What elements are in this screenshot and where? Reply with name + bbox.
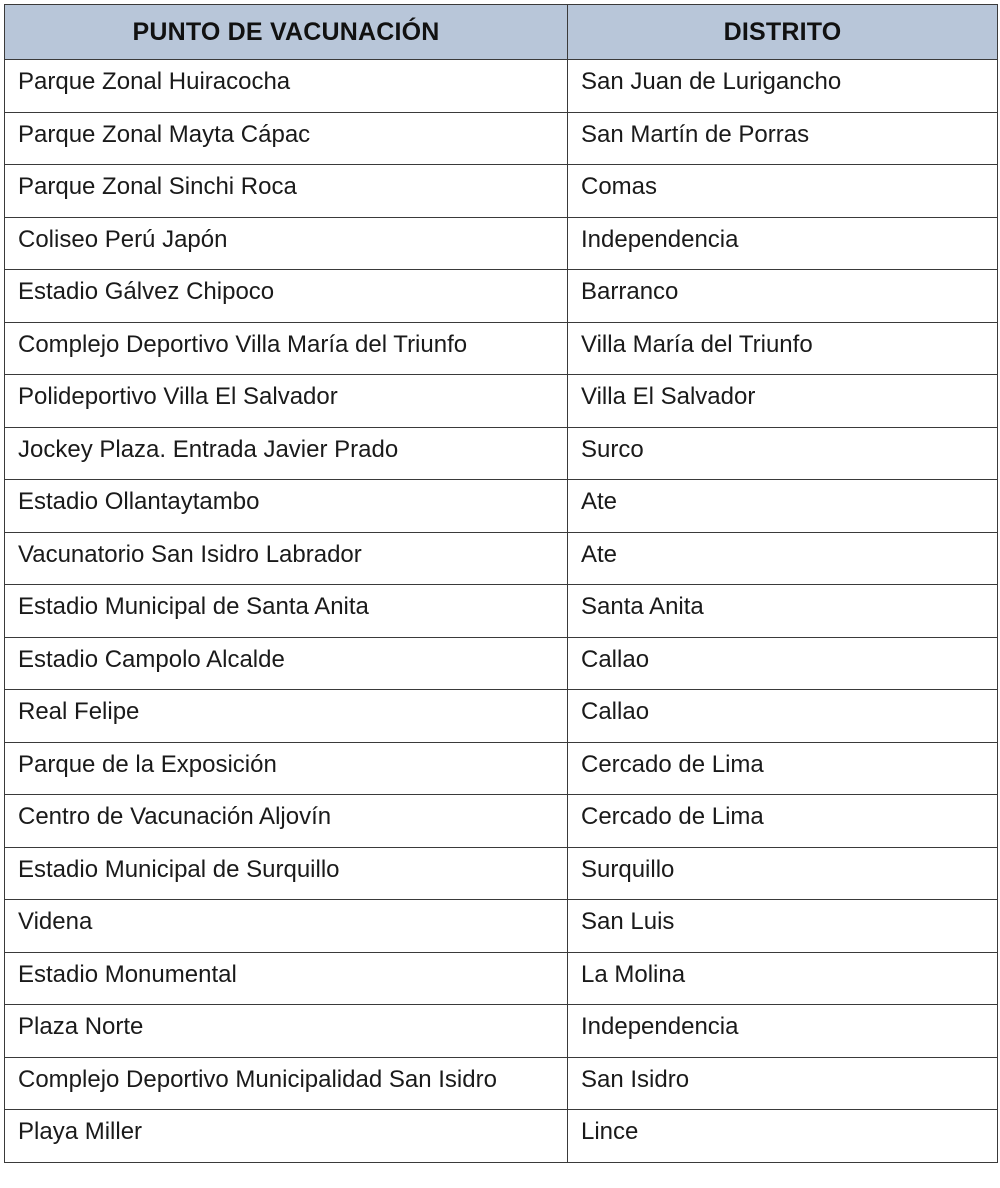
district-cell: Barranco (568, 270, 998, 323)
vaccination-point-cell: Coliseo Perú Japón (5, 217, 568, 270)
district-cell: San Luis (568, 900, 998, 953)
vaccination-point-cell: Complejo Deportivo Villa María del Triunfo (5, 322, 568, 375)
vaccination-point-cell: Vacunatorio San Isidro Labrador (5, 532, 568, 585)
vaccination-point-cell: Real Felipe (5, 690, 568, 743)
vaccination-point-cell: Plaza Norte (5, 1005, 568, 1058)
header-district: DISTRITO (568, 5, 998, 60)
vaccination-point-cell: Parque Zonal Huiracocha (5, 60, 568, 113)
table-row (5, 795, 998, 848)
table-row (5, 1057, 998, 1110)
table-row (5, 900, 998, 953)
vaccination-point-cell: Estadio Municipal de Surquillo (5, 847, 568, 900)
vaccination-point-cell: Polideportivo Villa El Salvador (5, 375, 568, 428)
district-cell: Cercado de Lima (568, 742, 998, 795)
vaccination-point-cell: Centro de Vacunación Aljovín (5, 795, 568, 848)
table-row (5, 375, 998, 428)
table-row (5, 165, 998, 218)
district-cell: Surco (568, 427, 998, 480)
vaccination-point-cell: Videna (5, 900, 568, 953)
vaccination-point-cell: Jockey Plaza. Entrada Javier Prado (5, 427, 568, 480)
vaccination-point-cell: Parque de la Exposición (5, 742, 568, 795)
vaccination-point-cell: Estadio Ollantaytambo (5, 480, 568, 533)
table-row (5, 217, 998, 270)
table-row (5, 322, 998, 375)
district-cell: Santa Anita (568, 585, 998, 638)
table-body (5, 60, 998, 1163)
header-row (5, 5, 998, 60)
table-row (5, 690, 998, 743)
district-cell: Callao (568, 637, 998, 690)
table-row (5, 60, 998, 113)
district-cell: La Molina (568, 952, 998, 1005)
table-row (5, 270, 998, 323)
district-cell: Villa El Salvador (568, 375, 998, 428)
district-cell: Comas (568, 165, 998, 218)
table-row (5, 427, 998, 480)
district-cell: San Juan de Lurigancho (568, 60, 998, 113)
vaccination-point-cell: Parque Zonal Sinchi Roca (5, 165, 568, 218)
district-cell: Independencia (568, 1005, 998, 1058)
vaccination-point-cell: Playa Miller (5, 1110, 568, 1163)
district-cell: Independencia (568, 217, 998, 270)
table-row (5, 1110, 998, 1163)
header-vaccination-point: PUNTO DE VACUNACIÓN (5, 5, 568, 60)
table-row (5, 532, 998, 585)
table-row (5, 112, 998, 165)
district-cell: San Martín de Porras (568, 112, 998, 165)
vaccination-point-cell: Estadio Campolo Alcalde (5, 637, 568, 690)
vaccination-point-cell: Estadio Municipal de Santa Anita (5, 585, 568, 638)
table-row (5, 585, 998, 638)
vaccination-point-cell: Parque Zonal Mayta Cápac (5, 112, 568, 165)
district-cell: Callao (568, 690, 998, 743)
table-header (5, 5, 998, 60)
table-row (5, 742, 998, 795)
district-cell: San Isidro (568, 1057, 998, 1110)
district-cell: Surquillo (568, 847, 998, 900)
table-row (5, 847, 998, 900)
district-cell: Lince (568, 1110, 998, 1163)
table-row (5, 952, 998, 1005)
table-row (5, 480, 998, 533)
vaccination-points-table (4, 4, 998, 1163)
vaccination-point-cell: Complejo Deportivo Municipalidad San Isidro (5, 1057, 568, 1110)
vaccination-point-cell: Estadio Monumental (5, 952, 568, 1005)
vaccination-point-cell: Estadio Gálvez Chipoco (5, 270, 568, 323)
district-cell: Ate (568, 480, 998, 533)
table-row (5, 637, 998, 690)
district-cell: Villa María del Triunfo (568, 322, 998, 375)
table-row (5, 1005, 998, 1058)
district-cell: Cercado de Lima (568, 795, 998, 848)
district-cell: Ate (568, 532, 998, 585)
